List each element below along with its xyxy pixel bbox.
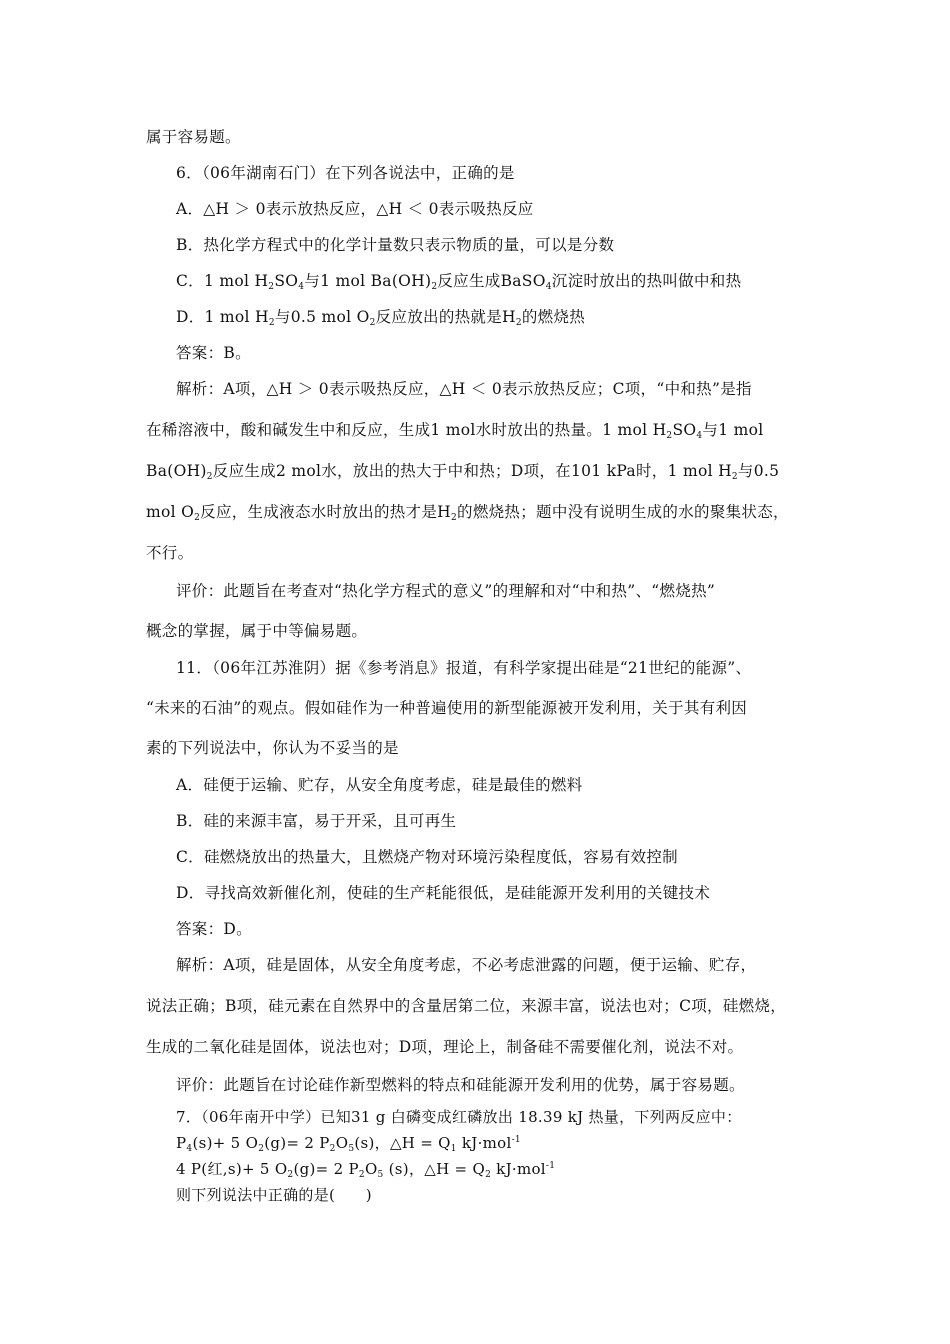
question-11-title: 素的下列说法中，你认为不妥当的是	[146, 739, 399, 757]
question-11-explanation: 生成的二氧化硅是固体，说法也对；D项，理论上，制备硅不需要催化剂，说法不对。	[146, 1038, 744, 1056]
question-6-explanation: $Ba(OH)_2$反应生成2 mol水，放出的热大于中和热；D项，在101 kPa时，1 mol $H_2$与0.5	[146, 462, 780, 482]
question-11-option-d: D．寻找高效新催化剂，使硅的生产耗能很低，是硅能源开发利用的关键技术	[176, 884, 711, 902]
question-7-equation-1: $P_4(s)+ 5$ $O_2(g)= 2$ $P_2O_5(s)$，△H = $Q_1$ kJ·mol$^{-1}$	[176, 1134, 521, 1154]
question-6-explanation: 在稀溶液中，酸和碱发生中和反应，生成1 mol水时放出的热量。1 mol $H_2SO_4$与1 mol	[146, 421, 764, 441]
question-6-option-c: C．1 mol $H_2SO_4$与1 mol $Ba(OH)_2$反应生成BaSO$_4$沉淀时放出的热叫做中和热	[176, 272, 742, 292]
question-6-evaluation: 概念的掌握，属于中等偏易题。	[146, 622, 368, 640]
question-6-option-b: B．热化学方程式中的化学计量数只表示物质的量，可以是分数	[176, 236, 615, 254]
question-6-title: 6．（06年湖南石门）在下列各说法中，正确的是	[176, 164, 515, 182]
question-6-evaluation: 评价：此题旨在考查对“热化学方程式的意义”的理解和对“中和热”、“燃烧热”	[176, 582, 716, 600]
question-11-option-b: B．硅的来源丰富，易于开采，且可再生	[176, 812, 457, 830]
question-7-prompt: 则下列说法中正确的是( )	[176, 1186, 372, 1204]
question-11-option-c: C．硅燃烧放出的热量大，且燃烧产物对环境污染程度低，容易有效控制	[176, 848, 678, 866]
question-6-option-d: D．1 mol $H_2$与0.5 mol $O_2$反应放出的热就是$H_2$的燃烧热	[176, 308, 586, 328]
question-11-title: “未来的石油”的观点。假如硅作为一种普遍使用的新型能源被开发利用，关于其有利因	[146, 699, 748, 717]
question-6-explanation: 解析：A项，△H ＞ 0表示吸热反应，△H ＜ 0表示放热反应；C项，“中和热”是指	[176, 380, 752, 398]
question-11-title: 11．（06年江苏淮阴）据《参考消息》报道，有科学家提出硅是“21世纪的能源”、	[176, 659, 752, 677]
text-line: 属于容易题。	[146, 128, 241, 146]
question-6-explanation: mol $O_2$反应，生成液态水时放出的热才是$H_2$的燃烧热；题中没有说明生成的水的聚集状态，	[146, 503, 789, 523]
question-6-explanation: 不行。	[146, 544, 194, 562]
question-7-equation-2: 4 P(红,s)+ 5 $O_2(g)= 2$ $P_2O_5$ (s)，△H = $Q_2$ kJ·mol$^{-1}$	[176, 1160, 556, 1180]
question-6-answer: 答案：B。	[176, 344, 251, 362]
question-11-explanation: 解析：A项，硅是固体，从安全角度考虑，不必考虑泄露的问题，便于运输、贮存，	[176, 956, 757, 974]
question-11-option-a: A．硅便于运输、贮存，从安全角度考虑，硅是最佳的燃料	[176, 776, 583, 794]
question-11-answer: 答案：D。	[176, 920, 252, 938]
question-11-explanation: 说法正确；B项，硅元素在自然界中的含量居第二位，来源丰富，说法也对；C项，硅燃烧，	[146, 997, 787, 1015]
question-7-title: 7．（06年南开中学）已知31 g 白磷变成红磷放出 18.39 kJ 热量，下列两反应中：	[176, 1108, 742, 1126]
question-6-option-a: A．△H ＞ 0表示放热反应，△H ＜ 0表示吸热反应	[176, 200, 534, 218]
question-11-evaluation: 评价：此题旨在讨论硅作新型燃料的特点和硅能源开发利用的优势，属于容易题。	[176, 1076, 745, 1094]
